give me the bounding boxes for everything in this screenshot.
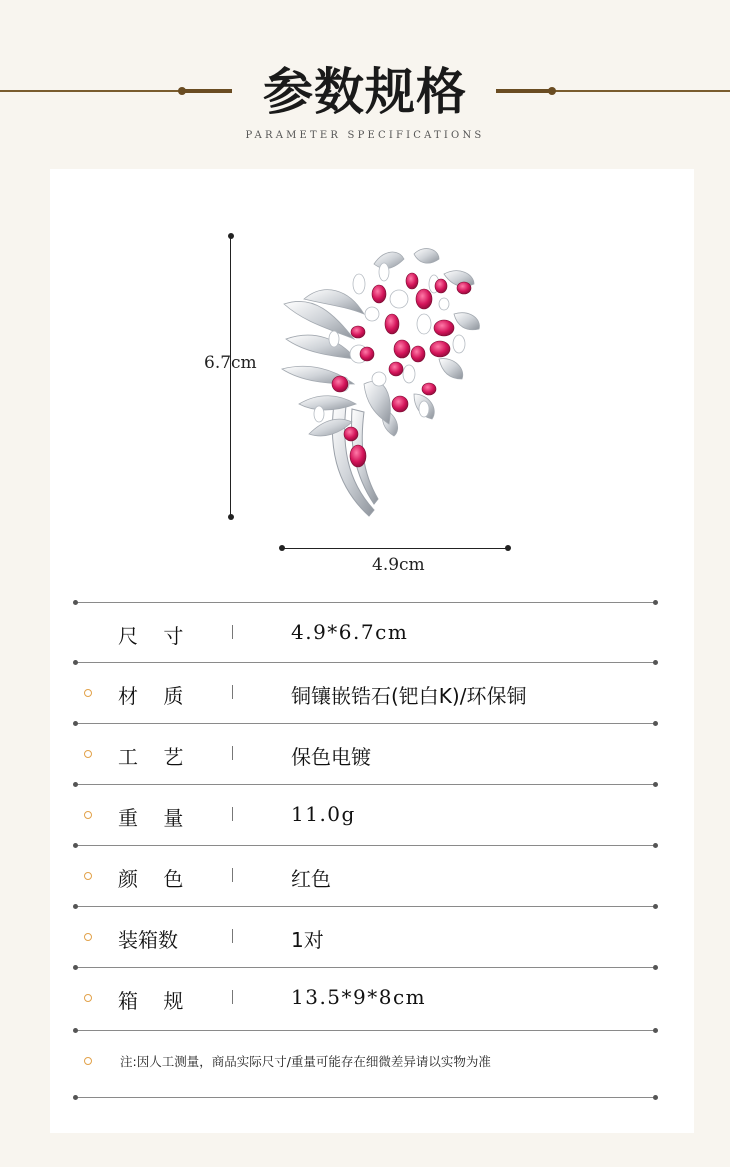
spec-row-material (75, 663, 656, 723)
bullet-circle-icon (84, 750, 92, 758)
spec-separator (232, 807, 233, 821)
spec-label: 工 艺 (118, 745, 184, 769)
height-label: 6.7cm (204, 353, 257, 373)
spec-value: 1对 (291, 928, 324, 952)
bullet-circle-icon (84, 811, 92, 819)
spec-row-size (75, 603, 656, 663)
spec-separator (232, 990, 233, 1004)
page-subtitle: PARAMETER SPECIFICATIONS (245, 130, 485, 141)
bullet-circle-icon (84, 1057, 92, 1065)
spec-separator (232, 685, 233, 699)
bullet-circle-icon (84, 933, 92, 941)
spec-label: 尺 寸 (118, 624, 184, 648)
spec-row-color (75, 846, 656, 906)
bullet-circle-icon (84, 872, 92, 880)
measurement-note: 注:因人工测量，商品实际尺寸/重量可能存在细微差异请以实物为准 (120, 1054, 491, 1069)
spec-row-box-size (75, 968, 656, 1028)
spec-label: 重 量 (118, 806, 184, 830)
page-title: 参数规格 (263, 63, 467, 121)
spec-value: 4.9*6.7cm (291, 620, 409, 644)
spec-value: 13.5*9*8cm (291, 985, 427, 1009)
spec-separator (232, 746, 233, 760)
spec-separator (232, 868, 233, 882)
spec-separator (232, 625, 233, 639)
spec-value: 保色电镀 (291, 745, 371, 769)
spec-separator (232, 929, 233, 943)
table-divider (75, 1097, 656, 1098)
divider-dot (653, 1028, 658, 1033)
divider-dot (653, 1095, 658, 1100)
spec-label: 材 质 (118, 684, 184, 708)
divider-dot (73, 1095, 78, 1100)
spec-row-packing-count (75, 907, 656, 967)
height-dimension-line (230, 236, 231, 517)
spec-value: 红色 (291, 867, 331, 891)
spec-row-weight (75, 785, 656, 845)
width-dimension-left-dot (279, 545, 285, 551)
bullet-circle-icon (84, 689, 92, 697)
width-dimension-right-dot (505, 545, 511, 551)
height-dimension-bottom-dot (228, 514, 234, 520)
width-label: 4.9cm (372, 555, 425, 575)
spec-row-craft (75, 724, 656, 784)
spec-label: 装箱数 (118, 928, 178, 952)
spec-label: 箱 规 (118, 989, 184, 1013)
height-dimension-top-dot (228, 233, 234, 239)
width-dimension-line (282, 548, 508, 549)
bullet-circle-icon (84, 994, 92, 1002)
divider-dot (73, 1028, 78, 1033)
brooch-product-image (274, 244, 484, 524)
spec-value: 11.0g (291, 802, 356, 826)
spec-value: 铜镶嵌锆石(钯白K)/环保铜 (291, 684, 527, 708)
spec-label: 颜 色 (118, 867, 184, 891)
table-divider (75, 1030, 656, 1031)
